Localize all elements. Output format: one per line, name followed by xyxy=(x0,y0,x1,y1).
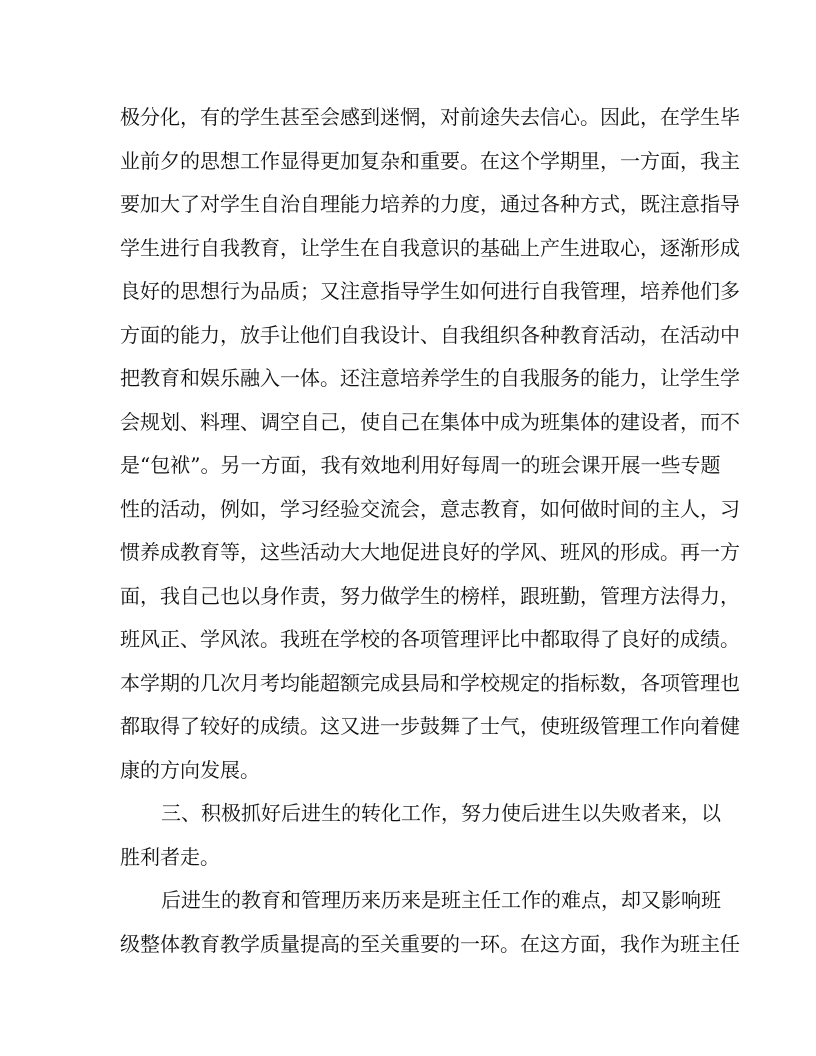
text-line: 都取得了较好的成绩。这又进一步鼓舞了士气，使班级管理工作向着健 xyxy=(120,714,740,738)
text-line: 要加大了对学生自治自理能力培养的力度，通过各种方式，既注意指导 xyxy=(120,192,740,216)
text-line: 性的活动，例如，学习经验交流会，意志教育，如何做时间的主人，习 xyxy=(120,496,740,521)
text-line: 级整体教育教学质量提高的至关重要的一环。在这方面，我作为班主任 xyxy=(120,931,740,956)
text-line: 班风正、学风浓。我班在学校的各项管理评比中都取得了良好的成绩。 xyxy=(120,627,740,651)
text-line: 良好的思想行为品质；又注意指导学生如何进行自我管理，培养他们多 xyxy=(120,279,740,303)
text-line: 后进生的教育和管理历来历来是班主任工作的难点，却又影响班 xyxy=(161,888,721,912)
text-line: 面，我自己也以身作责，努力做学生的榜样，跟班勤，管理方法得力， xyxy=(120,583,740,608)
section-heading-line: 三、积极抓好后进生的转化工作，努力使后进生以失败者来，以 xyxy=(161,801,721,825)
text-line: 惯养成教育等，这些活动大大地促进良好的学风、班风的形成。再一方 xyxy=(120,540,740,564)
text-line: 极分化，有的学生甚至会感到迷惘，对前途失去信心。因此，在学生毕 xyxy=(120,105,740,129)
section-heading-line: 胜利者走。 xyxy=(120,844,220,869)
text-line: 会规划、料理、调空自己，使自己在集体中成为班集体的建设者，而不 xyxy=(120,409,740,434)
text-line: 把教育和娱乐融入一体。还注意培养学生的自我服务的能力，让学生学 xyxy=(120,366,740,390)
text-line: 本学期的几次月考均能超额完成县局和学校规定的指标数，各项管理也 xyxy=(120,670,740,695)
text-line: 学生进行自我教育，让学生在自我意识的基础上产生进取心，逐渐形成 xyxy=(120,235,740,260)
text-line: 业前夕的思想工作显得更加复杂和重要。在这个学期里，一方面，我主 xyxy=(120,148,740,173)
text-line: 康的方向发展。 xyxy=(120,757,260,782)
text-line: 是“包袱”。另一方面，我有效地利用好每周一的班会课开展一些专题 xyxy=(120,453,721,477)
text-line: 方面的能力，放手让他们自我设计、自我组织各种教育活动，在活动中 xyxy=(120,322,740,347)
document-body xyxy=(120,96,740,966)
